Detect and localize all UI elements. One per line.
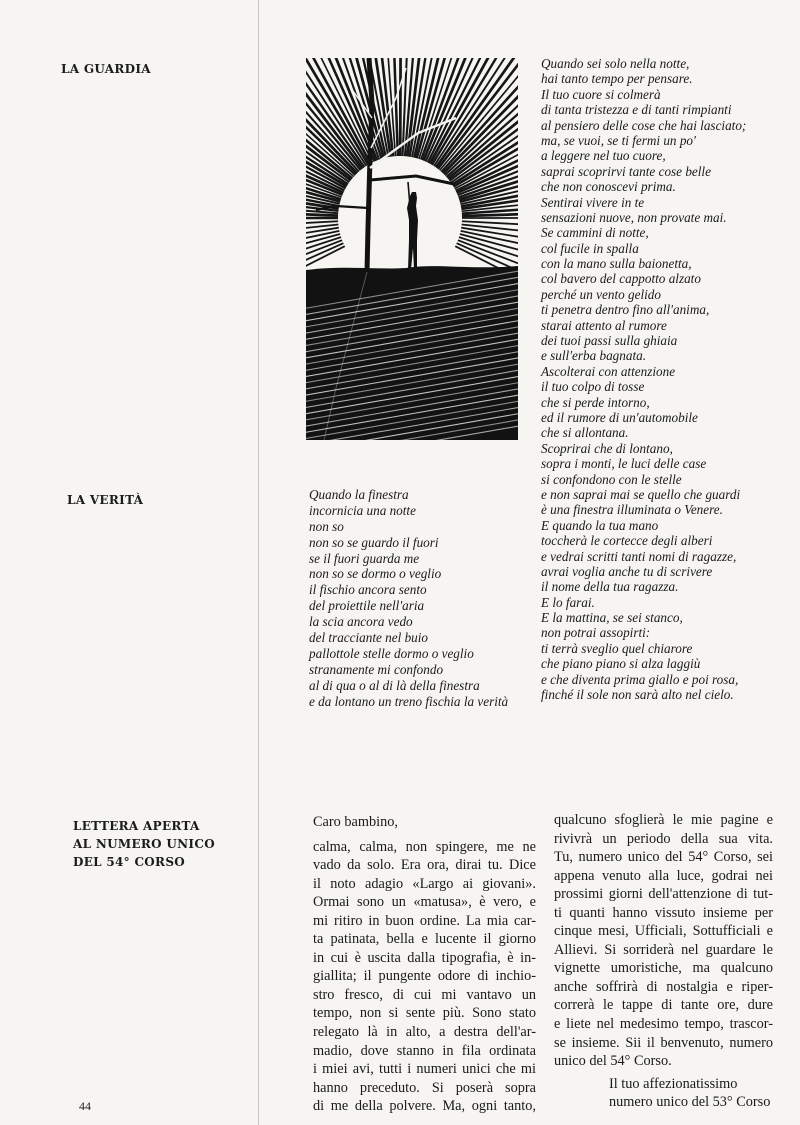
poem-line: a leggere nel tuo cuore, [541, 148, 666, 164]
poem-line: è una finestra illuminata o Venere. [541, 502, 723, 518]
poem-line: finché il sole non sarà alto nel cielo. [541, 687, 734, 703]
letter-line: di me della polvere. Ma, ogni tanto, [313, 1098, 536, 1115]
column-divider [258, 0, 259, 1125]
letter-line: vignette umoristiche, ma qualcuno [554, 960, 773, 977]
poem-line: pallottole stelle dormo o veglio [309, 645, 474, 661]
poem-line: sensazioni nuove, non provate mai. [541, 209, 727, 225]
poem-line: non potrai assopirti: [541, 625, 651, 641]
poem-line: il fischio ancora sento [309, 582, 427, 598]
poem-line: e vedrai scritti tanti nomi di ragazze, [541, 548, 737, 564]
lettera-title-line: AL NUMERO UNICO [73, 837, 215, 851]
poem-line: sopra i monti, le luci delle case [541, 456, 707, 472]
lettera-title [73, 817, 215, 871]
letter-line: in cui è uscita dalla tipografia, è in- [313, 949, 536, 966]
poem-line: si confondono con le stelle [541, 471, 682, 487]
letter-line: appena venuto alla luce, godrai nei [554, 867, 773, 884]
letter-line: Allievi. Si sorriderà nel guardare le [554, 941, 773, 958]
letter-line: i miei avi, tutti i numeri unici che mi [313, 1061, 536, 1078]
poem-line: e non saprai mai se quello che guardi [541, 486, 741, 502]
poem-line: saprai scoprirvi tante cose belle [541, 163, 711, 179]
poem-line: perché un vento gelido [541, 286, 661, 302]
letter-line: mi ritiro in buon ordine. La mia car- [313, 912, 536, 929]
poem-line: ed il rumore di un'automobile [541, 409, 698, 425]
poem-line: stranamente mi confondo [309, 661, 444, 677]
letter-line: Ormai sono un «matusa», è vero, e [313, 894, 536, 911]
poem-line: col bavero del cappotto alzato [541, 271, 701, 287]
poem-line: che non conoscevi prima. [541, 179, 676, 195]
poem-line: ma, se vuoi, se ti fermi un po' [541, 132, 696, 148]
poem-line: il nome della tua ragazza. [541, 579, 679, 595]
poem-line: Scoprirai che di lontano, [541, 440, 673, 456]
poem-line: Sentirai vivere in te [541, 194, 645, 210]
letter-line: madio, dove stanno in fila ordinata [313, 1042, 536, 1059]
poem-line: ti terrà sveglio quel chiarore [541, 640, 693, 656]
letter-line: ti quanti hanno vissuto insieme per [554, 904, 773, 921]
poem-line: la scia ancora vedo [309, 614, 413, 630]
closing-line: numero unico del 53° Corso [609, 1094, 771, 1111]
poem-line: che piano piano si alza laggiù [541, 656, 701, 672]
letter-line: stro fresco, di cui mi vantavo un [313, 986, 536, 1003]
letter-line: prossimi giorni dell'attenzione di tut- [554, 886, 773, 903]
poem-verita [309, 487, 508, 709]
letter-line: se insieme. Sii il benvenuto, numero [554, 1034, 773, 1051]
poem-line: Quando sei solo nella notte, [541, 56, 690, 71]
poem-line: e da lontano un treno fischia la verità [309, 693, 509, 709]
letter-line: qualcuno sfoglierà le mie pagine e [554, 812, 773, 828]
letter-line: relegato là in alto, a destra dell'ar- [313, 1024, 536, 1041]
poem-line: se il fuori guarda me [309, 550, 420, 566]
poem-line: al pensiero delle cose che hai lasciato; [541, 117, 747, 133]
poem-line: starai attento al rumore [541, 317, 667, 333]
page-number: 44 [79, 1099, 91, 1113]
poem-line: E la mattina, se sei stanco, [541, 610, 683, 626]
closing-line: Il tuo affezionatissimo [609, 1075, 738, 1092]
lettera-title-line: LETTERA APERTA [73, 819, 200, 833]
letter-salutation: Caro bambino, [313, 814, 398, 830]
letter-line: anche soffrirà di nostalgia e riper- [554, 978, 773, 995]
poem-line: avrai voglia anche tu di scrivere [541, 563, 713, 579]
poem-line: ti penetra dentro fino all'anima, [541, 302, 710, 318]
poem-line: al di qua o al di là della finestra [309, 677, 480, 693]
poem-line: e sull'erba bagnata. [541, 348, 647, 364]
poem-line: toccherà le cortecce degli alberi [541, 533, 713, 549]
verita-title: LA VERITÀ [67, 493, 144, 507]
letter-column-left [313, 813, 536, 1116]
letter-line: hanno preceduto. Si poserà sopra [313, 1079, 536, 1096]
poem-line: hai tanto tempo per pensare. [541, 71, 693, 87]
letter-line: calma, calma, non spingere, me ne [313, 838, 536, 855]
poem-line: con la mano sulla baionetta, [541, 256, 692, 272]
lettera-title-line: DEL 54° CORSO [73, 855, 186, 869]
poem-guardia [541, 56, 746, 702]
guardia-title: LA GUARDIA [61, 62, 151, 76]
poem-line: Ascolterai con attenzione [541, 363, 676, 379]
poem-line: che si perde intorno, [541, 394, 650, 410]
letter-line: vado da solo. Era ora, dirai tu. Dice [313, 857, 536, 874]
letter-line: il noto adagio «Largo ai giovani». [313, 875, 536, 892]
poem-line: non so se dormo o veglio [309, 566, 442, 582]
poem-line: non so [309, 518, 344, 534]
poem-line: il tuo colpo di tosse [541, 379, 645, 395]
letter-line: cinque mesi, Ufficiali, Sottufficiali e [554, 923, 773, 940]
poem-line: col fucile in spalla [541, 240, 639, 256]
letter-line: rivivrà un periodo della sua vita. [554, 830, 773, 847]
poem-line: del tracciante nel buio [309, 630, 429, 646]
letter-closing [554, 1075, 773, 1112]
letter-line: ta patinata, bella e lucente il giorno [313, 931, 536, 948]
sentry-woodcut-illustration [306, 58, 518, 440]
poem-line: dei tuoi passi sulla ghiaia [541, 333, 678, 349]
poem-line: che si allontana. [541, 425, 629, 441]
letter-line: tempo, non si sente più. Sono stato [313, 1005, 536, 1022]
poem-line: del proiettile nell'aria [309, 598, 425, 614]
letter-line: e liete nel medesimo tempo, trascor- [554, 1016, 773, 1033]
letter-column-right [554, 811, 773, 1112]
poem-line: e che diventa prima giallo e poi rosa, [541, 671, 739, 687]
poem-line: E lo farai. [541, 594, 595, 610]
poem-line: non so se guardo il fuori [309, 534, 439, 550]
poem-line: Quando la finestra [309, 487, 409, 502]
letter-line: Tu, numero unico del 54° Corso, sei [554, 849, 773, 866]
poem-line: Il tuo cuore si colmerà [541, 86, 661, 102]
poem-line: incornicia una notte [309, 502, 416, 518]
letter-line: giallita; il pungente odore di inchio- [313, 968, 536, 985]
letter-line: unico del 54° Corso. [554, 1053, 672, 1070]
poem-line: di tanta tristezza e di tanti rimpianti [541, 102, 732, 118]
letter-body-left [313, 838, 536, 1116]
poem-line: E quando la tua mano [541, 517, 659, 533]
letter-body-right [554, 811, 773, 1071]
letter-line: correrà le tappe di tante ore, dure [554, 997, 773, 1014]
poem-line: Se cammini di notte, [541, 225, 649, 241]
